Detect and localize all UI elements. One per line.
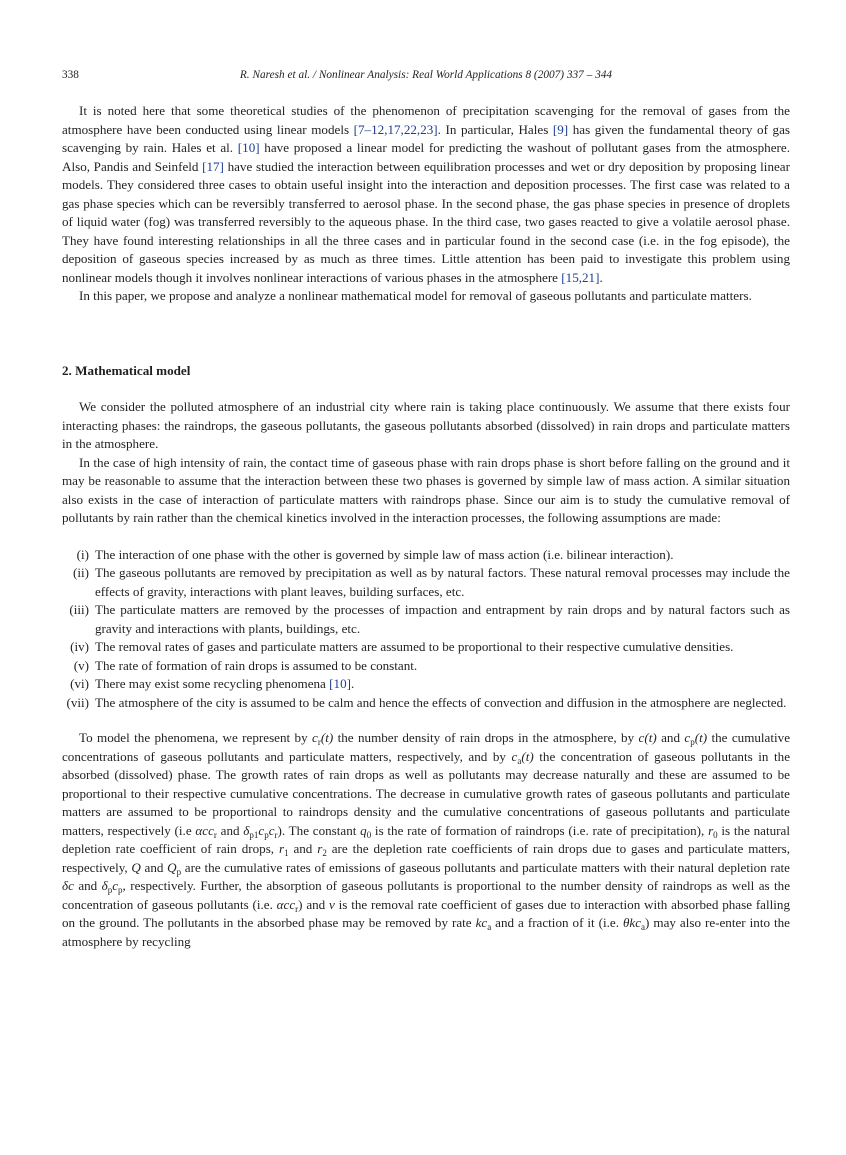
citation-link[interactable]: [9] bbox=[552, 121, 569, 137]
assumption-item: (i) The interaction of one phase with the other is governed by simple law of mass action (i.e. bilinear interaction). bbox=[62, 546, 790, 565]
model-description-paragraph: To model the phenomena, we represent by $c_r(t)$ the number density of rain drops in the atmosphere, by c(t) and $c_p(t)$ the cumulative concentrations of gaseous pollutants and particulate matters, respectively, and by $c_a(t)$ the concentration of gaseous pollutants in the absorbed (dissolved) phase. The growth rates of rain drops as well as pollutants may decrease naturally and these are assumed to be proportional to their respective cumulative concentrations. The decrease in cumulative growth rates of gaseous pollutants and particulate matters are assumed to be proportional to raindrops density and the cumulative concentrations of gaseous pollutants and particulate matters, respectively (i.e αcc$_r$ and $\delta_{p1}c_pc_r$). The constant $q_0$ is the rate of formation of raindrops (i.e. rate of precipitation), $r_0$ is the natural depletion rate coefficient of rain drops, $r_1$ and $r_2$ are the depletion rate coefficients of rain drops due to gases and particulate matters, respectively, Q and $Q_p$ are the cumulative rates of emissions of gaseous pollutants and particulate matters with their natural depletion rate δc and $\delta_pc_p$, respectively. Further, the absorption of gaseous pollutants is proportional to the number density of raindrops as well as the concentration of gaseous pollutants (i.e. αcc$_r$) and v is the removal rate coefficient of gases due to interaction with absorbed phase falling on the ground. The pollutants in the absorbed phase may be removed by rate $kc_a$ and a fraction of it (i.e. θkc$_a$) may also re-enter into the atmosphere by recycling bbox=[62, 730, 791, 949]
assumption-item: (vii) The atmosphere of the city is assumed to be calm and hence the effects of convection and diffusion in the atmosphere are neglected. bbox=[62, 694, 790, 713]
list-marker: (i) bbox=[76, 546, 89, 562]
citation-link[interactable]: [10] bbox=[329, 676, 351, 691]
assumption-item: (vi) There may exist some recycling phenomena [10]. bbox=[62, 675, 790, 694]
list-marker: (v) bbox=[73, 657, 89, 673]
list-marker: (iii) bbox=[69, 602, 89, 617]
citation-link[interactable]: [10] bbox=[237, 140, 260, 155]
assumption-item: (iv) The removal rates of gases and particulate matters are assumed to be proportional to their respective cumulative densities. bbox=[62, 638, 790, 657]
article-body bbox=[62, 102, 790, 951]
assumption-item: (ii) The gaseous pollutants are removed by precipitation as well as by natural factors. These natural removal processes may include the effects of gravity, interactions with plant leaves, building surfaces, etc. bbox=[62, 564, 790, 601]
list-marker: (iv) bbox=[70, 639, 89, 654]
list-marker: (vii) bbox=[66, 694, 89, 710]
list-marker: (vi) bbox=[70, 676, 89, 691]
section-heading: 2. Mathematical model bbox=[62, 362, 191, 378]
assumptions-list bbox=[62, 546, 790, 713]
citation-link[interactable]: [17] bbox=[202, 158, 224, 174]
intro-paragraph: It is noted here that some theoretical studies of the phenomenon of precipitation scavenging for the removal of gases from the atmosphere have been conducted using linear models [7–12,17,22,23]. In particular, Hales [9] has given the fundamental theory of gas scavenging by rain. Hales et al. [10] have proposed a linear model for predicting the washout of pollutant gases from the atmosphere. Also, Pandis and Seinfeld [17] have studied the interaction between equilibration processes and wet or dry deposition by proposing linear models. They considered three cases to obtain useful insight into the interaction and deposition processes. The first case was related to a gas phase species which can be reversibly transferred to aerosol phase. In the second phase, the gas phase species in presence of droplets of liquid water (fog) was transferred reversibly to the aqueous phase. In the third case, two gases reacted to give a volatile aerosol phase. They have found interesting relationships in all the three cases and in particular found in the second case (i.e. in the fog episode), the deposition of gaseous species increased by as much as three times. Little attention has been paid to investigate this problem using nonlinear models though it involves nonlinear interactions of various phases in the atmosphere [15,21]. bbox=[62, 103, 790, 285]
body-paragraph: In the case of high intensity of rain, the contact time of gaseous phase with rain drops phase is short before falling on the ground and it may be reasonable to assume that the interaction between these two phases is governed by simple law of mass action. A similar situation also exists in the case of interaction of particulate matters with raindrops phase. Since our aim is to study the cumulative removal of pollutants by rain rather than the chemical kinetics involved in the interaction processes, the following assumptions are made: bbox=[62, 454, 790, 525]
body-paragraph: We consider the polluted atmosphere of an industrial city where rain is taking place continuously. We assume that there exists four interacting phases: the raindrops, the gaseous pollutants, the gaseous pollutants absorbed (dissolved) in rain drops and particulate matters in the atmosphere. bbox=[62, 399, 790, 451]
citation-link[interactable]: [7–12,17,22,23] bbox=[353, 121, 438, 137]
intro-paragraph: In this paper, we propose and analyze a nonlinear mathematical model for removal of gaseous pollutants and particulate matters. bbox=[79, 288, 752, 303]
list-marker: (ii) bbox=[73, 565, 89, 580]
journal-citation: R. Naresh et al. / Nonlinear Analysis: Real World Applications 8 (2007) 337 – 344 bbox=[239, 69, 613, 81]
assumption-item: (v) The rate of formation of rain drops is assumed to be constant. bbox=[62, 657, 790, 676]
citation-link[interactable]: [15,21] bbox=[561, 269, 600, 285]
running-head bbox=[62, 66, 790, 84]
page-number: 338 bbox=[62, 69, 79, 81]
assumption-item: (iii) The particulate matters are removed by the processes of impaction and entrapment by rain drops and by natural factors such as gravity and interactions with plants, buildings, etc. bbox=[62, 601, 790, 638]
